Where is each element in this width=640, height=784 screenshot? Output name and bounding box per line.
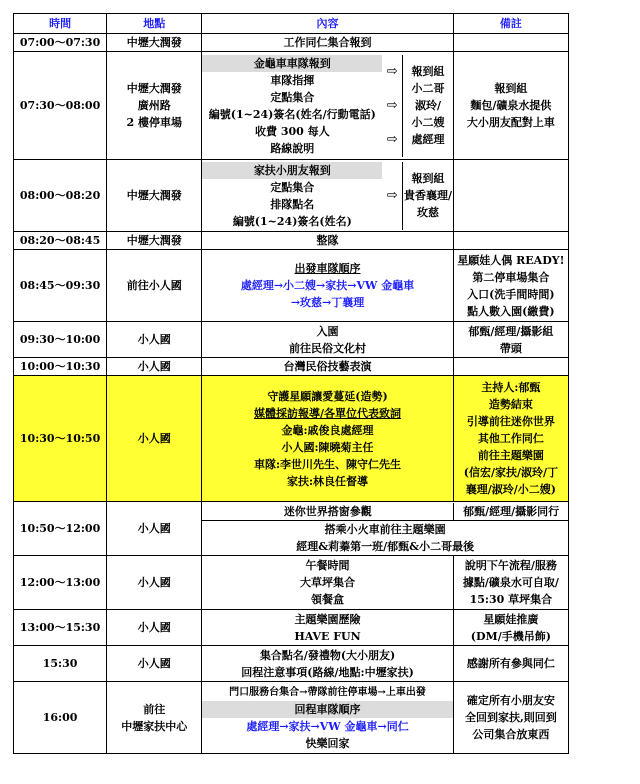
note-cell bbox=[453, 610, 568, 646]
content-cell: 整隊 bbox=[202, 232, 453, 250]
content-cell bbox=[202, 250, 453, 322]
content-line: 定點集合 bbox=[270, 180, 315, 194]
note-line: 襄理/淑玲/小二嫂) bbox=[465, 483, 556, 496]
content-cell bbox=[202, 502, 569, 556]
content-cell bbox=[202, 376, 453, 502]
content-line: 處經理→小二嫂→家扶→VW 金龜車 bbox=[240, 279, 415, 292]
header-content: 內容 bbox=[202, 14, 453, 34]
note-line: 帶頭 bbox=[499, 341, 522, 355]
note-line: 郁甄/經理/攝影組 bbox=[468, 324, 554, 338]
side-line: 報到組 bbox=[411, 65, 445, 78]
place-cell: 小人國 bbox=[107, 610, 202, 646]
place-cell: 小人國 bbox=[107, 322, 202, 358]
note-line: 入口(洗手間時間) bbox=[467, 287, 555, 301]
side-line: 處經理 bbox=[411, 133, 445, 146]
note-cell bbox=[453, 556, 568, 610]
note-cell bbox=[453, 160, 568, 232]
note-line: 報到組 bbox=[494, 82, 528, 95]
place-line: 中壢家扶中心 bbox=[121, 719, 188, 733]
content-subtable bbox=[202, 162, 452, 230]
table-row bbox=[14, 232, 569, 250]
note-line: 確定所有小朋友安 bbox=[466, 694, 555, 707]
content-line: 午餐時間 bbox=[305, 559, 350, 572]
note-line: 造勢結束 bbox=[488, 398, 533, 411]
content-subtable bbox=[202, 55, 452, 157]
note-line: (DM/手機吊飾) bbox=[470, 629, 551, 643]
time-cell: 10:30～10:50 bbox=[14, 376, 107, 502]
place-cell: 小人國 bbox=[107, 646, 202, 682]
content-line: 收費 300 每人 bbox=[255, 124, 330, 138]
table-row bbox=[14, 610, 569, 646]
side-line: 貴香襄理/ bbox=[404, 189, 453, 202]
note-line: (信宏/家扶/淑玲/丁 bbox=[463, 466, 558, 479]
time-cell: 10:50～12:00 bbox=[14, 502, 107, 556]
header-place: 地點 bbox=[107, 14, 202, 34]
header-time: 時間 bbox=[14, 14, 107, 34]
note-cell bbox=[453, 322, 568, 358]
place-cell: 中壢大潤發 bbox=[107, 34, 202, 52]
table-row bbox=[14, 646, 569, 682]
note-line: 點人數入園(繳費) bbox=[467, 304, 555, 318]
content-line: 定點集合 bbox=[270, 90, 315, 104]
note-cell: 郁甄/經理/攝影同行 bbox=[454, 503, 568, 521]
content-cell bbox=[202, 556, 453, 610]
table-row bbox=[14, 556, 569, 610]
content-line: 快樂回家 bbox=[305, 736, 350, 750]
note-line: 主持人:郁甄 bbox=[481, 381, 541, 394]
content-line: 經理&莉蓁第一班/郁甄&小二哥最後 bbox=[296, 539, 475, 553]
content-cell bbox=[202, 322, 453, 358]
place-line: 中壢大潤發 bbox=[126, 82, 182, 95]
content-line: 搭乘小火車前往主題樂園 bbox=[324, 522, 446, 536]
note-cell bbox=[453, 232, 568, 250]
content-line: 回程車隊順序 bbox=[202, 701, 452, 718]
content-cell: 工作同仁集合報到 bbox=[202, 34, 453, 52]
content-line: 路線說明 bbox=[270, 141, 315, 155]
note-line: 前往主題樂園 bbox=[477, 449, 544, 462]
note-line: 其他工作同仁 bbox=[477, 432, 544, 445]
time-cell: 13:00～15:30 bbox=[14, 610, 107, 646]
note-line: 公司集合放東西 bbox=[472, 728, 550, 741]
place-cell: 中壢大潤發 bbox=[107, 160, 202, 232]
content-main bbox=[202, 162, 382, 230]
side-line: 小二哥 bbox=[411, 82, 445, 95]
content-line: 集合點名/發禮物(大小朋友) bbox=[259, 648, 396, 662]
place-cell: 前往小人國 bbox=[107, 250, 202, 322]
content-line: 媒體採訪報導/各單位代表致詞 bbox=[254, 406, 402, 420]
header-note: 備註 bbox=[453, 14, 568, 34]
side-line: 淑玲/ bbox=[415, 99, 442, 112]
content-line: 小人國:陳曉菊主任 bbox=[281, 440, 374, 454]
content-line: 家扶小朋友報到 bbox=[202, 162, 382, 179]
header-row bbox=[14, 14, 569, 34]
table-row bbox=[14, 358, 569, 376]
note-line: 星願娃人偶 READY! bbox=[457, 253, 565, 267]
arrow-right-icon: ⇨ bbox=[386, 98, 398, 113]
note-line: 全回到家扶,則回到 bbox=[464, 711, 557, 724]
time-cell: 07:00～07:30 bbox=[14, 34, 107, 52]
note-cell: 感謝所有參與同仁 bbox=[453, 646, 568, 682]
arrow-right-icon: ⇨ bbox=[386, 188, 398, 203]
note-line: 引導前往迷你世界 bbox=[466, 415, 555, 428]
content-line: 排隊點名 bbox=[270, 197, 315, 211]
content-line: 編號(1~24)簽名(姓名/行動電話) bbox=[208, 107, 376, 121]
content-main bbox=[202, 55, 382, 157]
content-cell bbox=[202, 610, 453, 646]
content-cell bbox=[202, 646, 453, 682]
place-cell: 小人國 bbox=[107, 376, 202, 502]
arrow-column bbox=[382, 55, 403, 157]
table-row bbox=[14, 376, 569, 502]
place-cell: 小人國 bbox=[107, 502, 202, 556]
time-cell: 16:00 bbox=[14, 682, 107, 754]
arrow-right-icon: ⇨ bbox=[386, 64, 398, 79]
table-row bbox=[14, 160, 569, 232]
content-line: HAVE FUN bbox=[294, 629, 361, 643]
content-cell bbox=[202, 160, 453, 232]
content-line: 領餐盒 bbox=[311, 593, 345, 606]
table-row bbox=[14, 322, 569, 358]
content-line: 金龜車車隊報到 bbox=[202, 55, 382, 72]
content-line: 回程注意事項(路線/地點:中壢家扶) bbox=[241, 665, 414, 679]
content-line: 處經理→家扶→VW 金龜車→同仁 bbox=[246, 719, 409, 733]
content-side bbox=[403, 162, 453, 230]
time-cell: 15:30 bbox=[14, 646, 107, 682]
place-cell bbox=[107, 52, 202, 160]
table-row bbox=[14, 250, 569, 322]
place-line: 2 樓停車場 bbox=[126, 116, 182, 129]
note-cell bbox=[453, 52, 568, 160]
arrow-right-icon: ⇨ bbox=[386, 132, 398, 147]
content-cell bbox=[202, 682, 453, 754]
side-line: 報到組 bbox=[411, 172, 445, 185]
content-line: →玫慈→丁襄理 bbox=[290, 296, 365, 309]
time-cell: 12:00～13:00 bbox=[14, 556, 107, 610]
place-line: 廣州路 bbox=[137, 99, 171, 112]
content-line: 入園 bbox=[316, 324, 339, 338]
side-line: 玫慈 bbox=[417, 206, 440, 219]
note-line: 星願娃推廣 bbox=[483, 612, 539, 626]
table-row bbox=[14, 34, 569, 52]
note-cell bbox=[453, 34, 568, 52]
content-line: 迷你世界搭窗參觀 bbox=[202, 503, 454, 521]
schedule-table bbox=[13, 13, 569, 754]
arrow-column bbox=[382, 162, 403, 230]
note-cell bbox=[453, 250, 568, 322]
content-line: 出發車隊順序 bbox=[294, 262, 361, 275]
time-cell: 08:45～09:30 bbox=[14, 250, 107, 322]
content-line: 家扶:林良任督導 bbox=[287, 474, 369, 488]
table-row bbox=[14, 52, 569, 160]
content-line: 編號(1~24)簽名(姓名) bbox=[232, 214, 352, 228]
content-line: 前往民俗文化村 bbox=[289, 341, 367, 355]
content-side bbox=[403, 55, 453, 157]
content-line: 車隊:李世川先生、陳守仁先生 bbox=[254, 457, 402, 471]
content-line: 金龜:戚俊良處經理 bbox=[281, 423, 374, 437]
place-cell: 小人國 bbox=[107, 358, 202, 376]
note-line: 第二停車場集合 bbox=[472, 270, 550, 284]
content-cell: 台灣民俗技藝表演 bbox=[202, 358, 453, 376]
place-line: 前往 bbox=[143, 702, 166, 716]
note-cell bbox=[453, 682, 568, 754]
time-cell: 08:20～08:45 bbox=[14, 232, 107, 250]
content-line: 大草坪集合 bbox=[300, 576, 356, 589]
content-line: 門口服務台集合→帶隊前往停車場→上車出發 bbox=[229, 686, 426, 698]
content-cell bbox=[202, 52, 453, 160]
note-line: 據點/礦泉水可自取/ bbox=[462, 576, 559, 589]
side-line: 小二嫂 bbox=[411, 116, 445, 129]
note-cell bbox=[453, 376, 568, 502]
content-line: 守護星願讓愛蔓延(造勢) bbox=[267, 389, 388, 403]
note-line: 大小朋友配對上車 bbox=[466, 116, 555, 129]
content-line: 車隊指揮 bbox=[270, 73, 315, 87]
place-cell bbox=[107, 682, 202, 754]
note-line: 15:30 草坪集合 bbox=[469, 593, 553, 606]
note-line: 麵包/礦泉水提供 bbox=[470, 99, 552, 112]
table-row bbox=[14, 682, 569, 754]
time-cell: 07:30～08:00 bbox=[14, 52, 107, 160]
content-line: 主題樂園歷險 bbox=[294, 612, 361, 626]
place-cell: 小人國 bbox=[107, 556, 202, 610]
time-cell: 09:30～10:00 bbox=[14, 322, 107, 358]
table-row bbox=[14, 502, 569, 556]
note-line: 說明下午流程/服務 bbox=[464, 559, 557, 572]
time-cell: 08:00～08:20 bbox=[14, 160, 107, 232]
content-subtable bbox=[202, 503, 568, 555]
time-cell: 10:00～10:30 bbox=[14, 358, 107, 376]
note-cell bbox=[453, 358, 568, 376]
place-cell: 中壢大潤發 bbox=[107, 232, 202, 250]
